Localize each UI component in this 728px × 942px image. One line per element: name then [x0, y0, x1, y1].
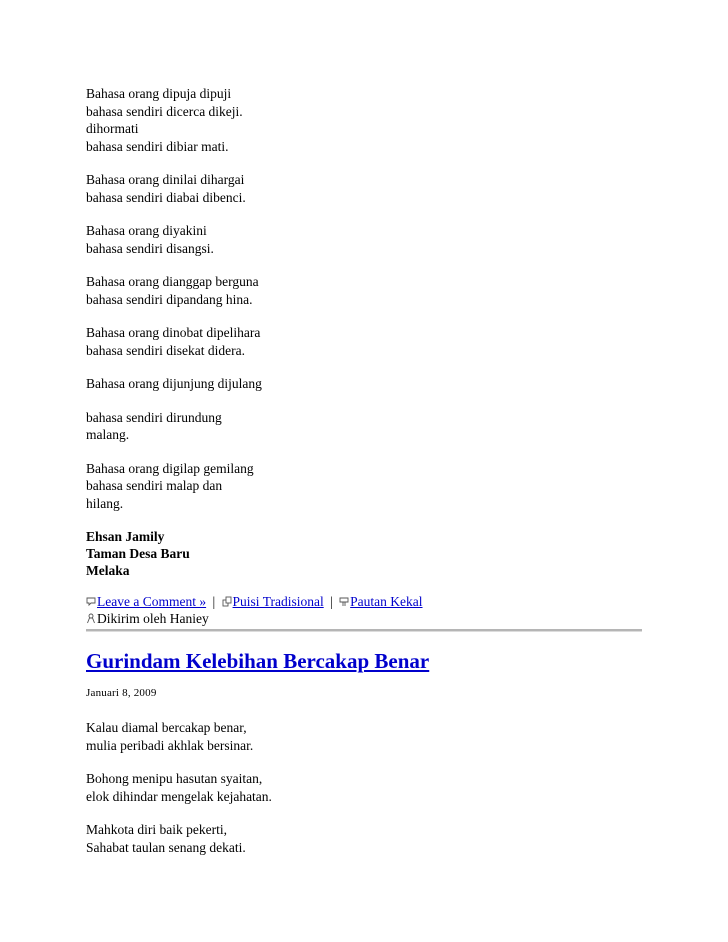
- poem-line: dihormati: [86, 121, 139, 136]
- poem-line: Bahasa orang diyakini: [86, 223, 207, 238]
- posted-by-text: Dikirim oleh Haniey: [97, 611, 209, 626]
- poem-line: Bahasa orang dipuja dipuji: [86, 86, 232, 101]
- post-2: [86, 648, 646, 872]
- post-1: [86, 85, 646, 627]
- post-date: Januari 8, 2009: [86, 687, 157, 699]
- poem-line: bahasa sendiri diabai dibenci.: [86, 189, 246, 205]
- separator: |: [330, 594, 333, 609]
- post-meta: [86, 593, 646, 627]
- stanza: [86, 409, 646, 444]
- poem-line: Bohong menipu hasutan syaitan,: [86, 771, 263, 786]
- poem-line: bahasa sendiri disekat didera.: [86, 342, 245, 358]
- post-title-link[interactable]: Gurindam Kelebihan Bercakap Benar: [86, 649, 430, 673]
- posted-by: [86, 610, 646, 627]
- poem-line: bahasa sendiri dicerca dikeji.: [86, 103, 243, 119]
- author-state: Melaka: [86, 563, 130, 578]
- poem-line: Bahasa orang dinilai dihargai: [86, 172, 245, 187]
- separator: |: [212, 594, 216, 609]
- poem-line: Bahasa orang dijunjung dijulang: [86, 376, 262, 391]
- poem-line: Mahkota diri baik pekerti,: [86, 822, 227, 837]
- stanza: [86, 171, 646, 206]
- stanza: [86, 273, 646, 308]
- author-name: Ehsan Jamily: [86, 529, 165, 544]
- poem-line: Kalau diamal bercakap benar,: [86, 720, 247, 735]
- poem-line: Bahasa orang digilap gemilang: [86, 460, 254, 476]
- stanza: [86, 821, 646, 856]
- stanza: [86, 375, 646, 393]
- poem-line: Sahabat taulan senang dekati.: [86, 839, 246, 855]
- poem-line: malang.: [86, 427, 130, 442]
- category-icon: [222, 594, 232, 605]
- poem-line: bahasa sendiri dibiar mati.: [86, 138, 229, 154]
- post-divider: [86, 629, 642, 632]
- stanza: [86, 770, 646, 805]
- stanza: [86, 460, 646, 513]
- poem-line: hilang.: [86, 495, 124, 511]
- stanza: [86, 85, 646, 155]
- author-signature: [86, 528, 646, 579]
- stanza: [86, 324, 646, 359]
- comment-icon: [86, 594, 96, 605]
- permalink-icon: [339, 594, 349, 605]
- poem-line: bahasa sendiri dirundung: [86, 409, 222, 425]
- poem-line: bahasa sendiri malap dan: [86, 478, 223, 493]
- poem-line: bahasa sendiri dipandang hina.: [86, 291, 253, 307]
- poem-line: Bahasa orang dinobat dipelihara: [86, 325, 261, 340]
- category-link[interactable]: Puisi Tradisional: [232, 594, 324, 609]
- poem-line: bahasa sendiri disangsi.: [86, 240, 214, 256]
- post-meta-links: [86, 593, 646, 610]
- author-place: Taman Desa Baru: [86, 546, 190, 561]
- leave-comment-link[interactable]: Leave a Comment »: [97, 594, 207, 609]
- stanza: [86, 222, 646, 257]
- permalink-link[interactable]: Pautan Kekal: [350, 594, 423, 609]
- stanza: [86, 719, 646, 754]
- poem-line: elok dihindar mengelak kejahatan.: [86, 788, 272, 804]
- poem-line: mulia peribadi akhlak bersinar.: [86, 737, 254, 753]
- poem-line: Bahasa orang dianggap berguna: [86, 274, 259, 289]
- author-icon: [86, 611, 96, 622]
